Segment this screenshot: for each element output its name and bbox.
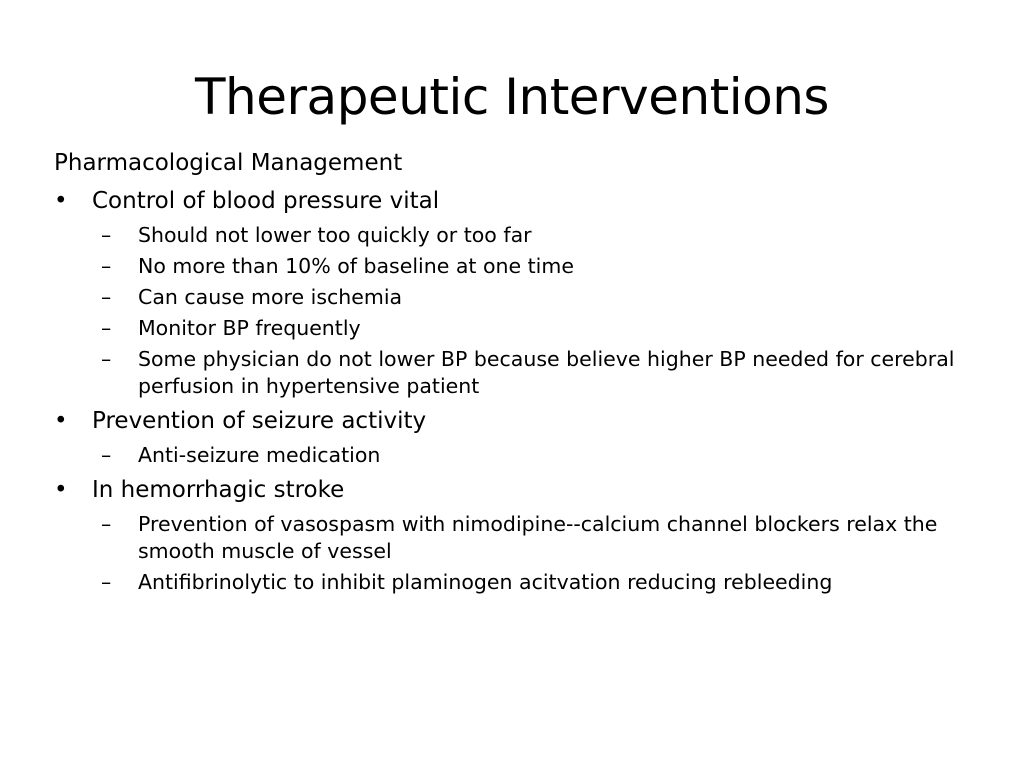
dash-icon: – bbox=[101, 512, 112, 536]
dash-icon: – bbox=[101, 285, 112, 309]
slide-content bbox=[54, 146, 984, 596]
bullet-icon: • bbox=[54, 188, 68, 214]
sub-item bbox=[54, 284, 984, 311]
section-heading: Pharmacological Management bbox=[54, 150, 403, 176]
sub-item-text: Prevention of vasospasm with nimodipine--calcium channel blockers relax the smooth muscle of vessel bbox=[138, 512, 938, 563]
sub-item-text: Some physician do not lower BP because believe higher BP needed for cerebral perfusion in hypertensive patient bbox=[138, 347, 955, 398]
bullet-item-seizure bbox=[54, 404, 984, 438]
sub-item bbox=[54, 442, 984, 469]
bullet-icon: • bbox=[54, 408, 68, 434]
slide-title: Therapeutic Interventions bbox=[195, 68, 829, 126]
bullet-icon: • bbox=[54, 477, 68, 503]
dash-icon: – bbox=[101, 316, 112, 340]
dash-icon: – bbox=[101, 443, 112, 467]
sub-item-text: Monitor BP frequently bbox=[138, 316, 361, 340]
bullet-text: Prevention of seizure activity bbox=[92, 408, 427, 434]
dash-icon: – bbox=[101, 254, 112, 278]
dash-icon: – bbox=[101, 570, 112, 594]
sub-item bbox=[54, 346, 984, 400]
bullet-text: Control of blood pressure vital bbox=[92, 188, 440, 214]
sub-item bbox=[54, 222, 984, 249]
sub-item-text: Can cause more ischemia bbox=[138, 285, 403, 309]
sub-item-text: Anti-seizure medication bbox=[138, 443, 381, 467]
sub-item bbox=[54, 315, 984, 342]
dash-icon: – bbox=[101, 347, 112, 371]
sub-item-text: No more than 10% of baseline at one time bbox=[138, 254, 574, 278]
sub-item-text: Should not lower too quickly or too far bbox=[138, 223, 532, 247]
sub-item bbox=[54, 253, 984, 280]
sub-item-text: Antifibrinolytic to inhibit plaminogen acitvation reducing rebleeding bbox=[138, 570, 833, 594]
bullet-item-blood-pressure bbox=[54, 184, 984, 218]
bullet-text: In hemorrhagic stroke bbox=[92, 477, 345, 503]
bullet-item-hemorrhagic-stroke bbox=[54, 473, 984, 507]
sub-item bbox=[54, 569, 984, 596]
dash-icon: – bbox=[101, 223, 112, 247]
sub-item bbox=[54, 511, 984, 565]
